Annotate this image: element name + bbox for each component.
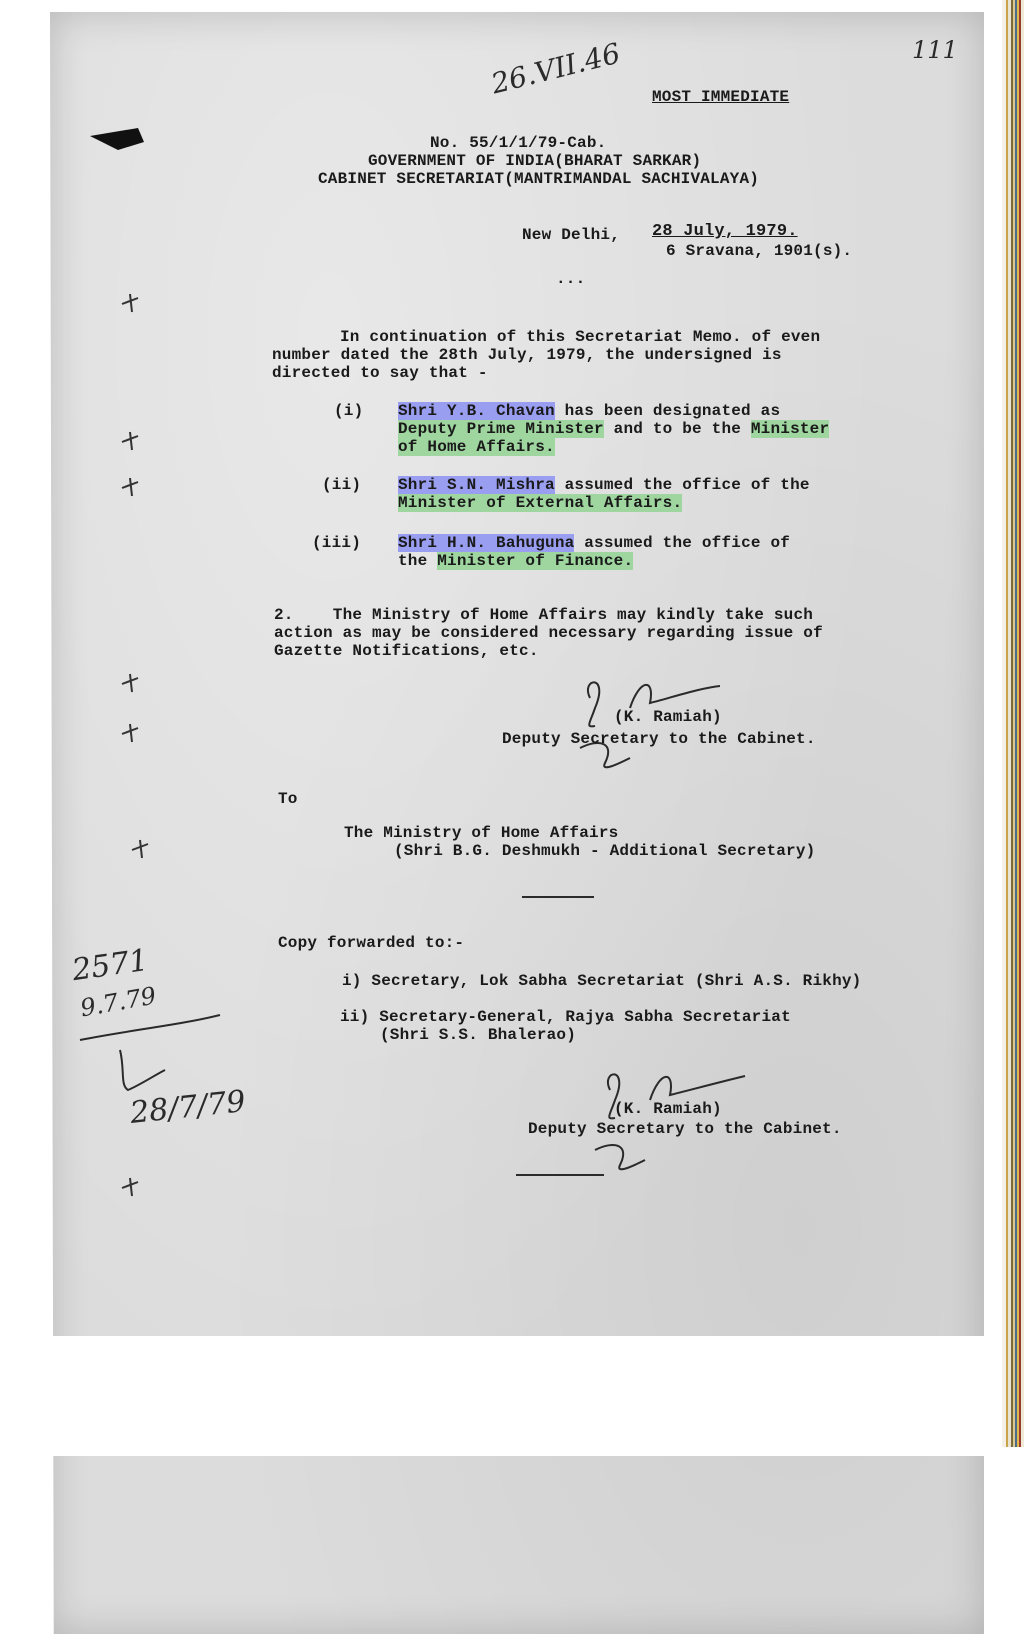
divider [516,1174,604,1176]
recipient-line-1: The Ministry of Home Affairs [344,824,619,842]
signatory-title: Deputy Secretary to the Cabinet. [528,1120,842,1138]
list-item: the Minister of Finance. [398,552,634,570]
intro-line-3: directed to say that - [272,364,488,382]
item-number: (i) [334,402,364,420]
paragraph-2-line-3: Gazette Notifications, etc. [274,642,539,660]
handwritten-margin-note: 9.7.79 [78,981,159,1023]
list-item: Shri H.N. Bahuguna assumed the office of [398,534,791,552]
copy-item-1: i) Secretary, Lok Sabha Secretariat (Shri A.S. Rikhy) [342,972,862,990]
copy-label: Copy forwarded to:- [278,934,465,952]
signatory-title: Deputy Secretary to the Cabinet. [502,730,816,748]
person-name: Shri S.N. Mishra [398,476,555,494]
list-item: Deputy Prime Minister and to be the Minister [398,420,830,438]
person-name: Shri Y.B. Chavan [398,402,555,420]
copy-item-2-detail: (Shri S.S. Bhalerao) [380,1026,577,1044]
page-margin [0,1336,1000,1456]
separator: ... [556,270,586,288]
signatory-name: (K. Ramiah) [614,1100,722,1118]
date: 28 July, 1979. [652,222,798,241]
signatory-name: (K. Ramiah) [614,708,722,726]
item-number: (ii) [322,476,362,494]
handwritten-margin-number: 2571 [69,942,151,989]
list-item [398,438,555,456]
item-number: (iii) [312,534,362,552]
government-line: GOVERNMENT OF INDIA(BHARAT SARKAR) [368,152,702,170]
office-title: of Home Affairs. [398,438,555,456]
file-number: No. 55/1/1/79-Cab. [430,134,607,152]
department-line: CABINET SECRETARIAT(MANTRIMANDAL SACHIVALAYA) [318,170,760,188]
office-title: Deputy Prime Minister [398,420,604,438]
intro-line-2: number dated the 28th July, 1979, the undersigned is [272,346,782,364]
list-item [398,494,682,512]
divider [522,896,594,898]
saka-date: 6 Sravana, 1901(s). [666,242,853,260]
office-title: Minister [750,420,830,438]
recipient-line-2: (Shri B.G. Deshmukh - Additional Secretary) [394,842,816,860]
person-name: Shri H.N. Bahuguna [398,534,575,552]
office-title: Minister of External Affairs. [398,494,683,512]
list-item: Shri Y.B. Chavan has been designated as [398,402,781,420]
list-item: Shri S.N. Mishra assumed the office of the [398,476,810,494]
intro-line-1: In continuation of this Secretariat Memo. of even [340,328,821,346]
office-title: Minister of Finance. [437,552,634,570]
paragraph-2-line-1: 2. The Ministry of Home Affairs may kindly take such [274,606,814,624]
place: New Delhi, [522,226,621,244]
to-label: To [278,790,298,808]
copy-item-2: ii) Secretary-General, Rajya Sabha Secretariat [340,1008,791,1026]
paragraph-2-line-2: action as may be considered necessary regarding issue of [274,624,823,642]
priority-label: MOST IMMEDIATE [652,88,790,106]
punch-marks [118,290,158,1210]
handwritten-page-number: 111 [912,36,958,64]
handwritten-margin-date: 28/7/79 [128,1084,248,1131]
ink-blot [88,124,148,154]
handwritten-note-top: 26.VII.46 [487,36,624,101]
